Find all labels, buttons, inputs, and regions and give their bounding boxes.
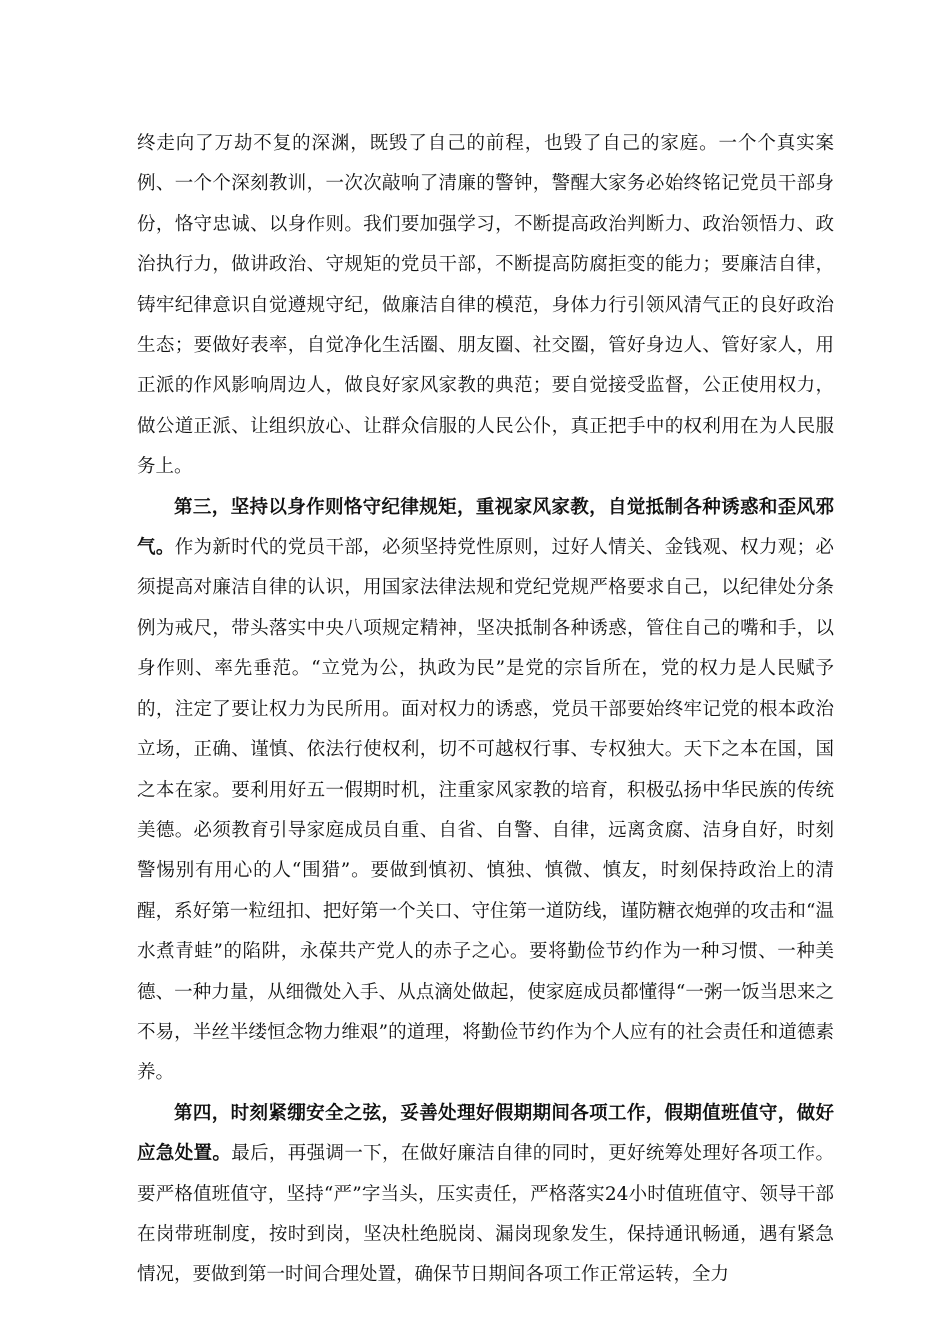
paragraph-point-four: [137, 1094, 834, 1296]
paragraph-continuation: [137, 124, 834, 488]
paragraph-text: 终走向了万劫不复的深渊，既毁了自己的前程，也毁了自己的家庭。一个个真实案例、一个个深刻教训，一次次敲响了清廉的警钟，警醒大家务必始终铭记党员干部身份，恪守忠诚、以身作则。我们要加强学习，不断提高政治判断力、政治领悟力、政治执行力，做讲政治、守规矩的党员干部，不断提高防腐拒变的能力；要廉洁自律，铸牢纪律意识自觉遵规守纪，做廉洁自律的模范，身体力行引领风清气正的良好政治生态；要做好表率，自觉净化生活圈、朋友圈、社交圈，管好身边人、管好家人，用正派的作风影响周边人，做良好家风家教的典范；要自觉接受监督，公正使用权力，做公道正派、让组织放心、让群众信服的人民公仆，真正把手中的权利用在为人民服务上。: [137, 133, 834, 478]
document-body: [137, 124, 834, 1296]
paragraph-heading: 第四，时刻紧绷安全之弦，妥善处理好假期期间各项工作，假期值班值守，做好应急处置。: [137, 1102, 834, 1165]
paragraph-text: 最后，再强调一下，在做好廉洁自律的同时，更好统筹处理好各项工作。要严格值班值守，坚持“严”字当头，压实责任，严格落实24小时值班值守、领导干部在岗带班制度，按时到岗，坚决杜绝脱岗、漏岗现象发生，保持通讯畅通，遇有紧急情况，要做到第一时间合理处置，确保节日期间各项工作正常运转，全力: [137, 1143, 834, 1286]
paragraph-text: 作为新时代的党员干部，必须坚持党性原则，过好人情关、金钱观、权力观；必须提高对廉洁自律的认识，用国家法律法规和党纪党规严格要求自己，以纪律处分条例为戒尺，带头落实中央八项规定精神，坚决抵制各种诱惑，管住自己的嘴和手，以身作则、率先垂范。“立党为公，执政为民”是党的宗旨所在，党的权力是人民赋予的，注定了要让权力为民所用。面对权力的诱惑，党员干部要始终牢记党的根本政治立场，正确、谨慎、依法行使权利，切不可越权行事、专权独大。天下之本在国，国之本在家。要利用好五一假期时机，注重家风家教的培育，积极弘扬中华民族的传统美德。必须教育引导家庭成员自重、自省、自警、自律，远离贪腐、洁身自好，时刻警惕别有用心的人“围猎”。要做到慎初、慎独、慎微、慎友，时刻保持政治上的清醒，系好第一粒纽扣、把好第一个关口、守住第一道防线，谨防糖衣炮弹的攻击和“温水煮青蛙”的陷阱，永葆共产党人的赤子之心。要将勤俭节约作为一种习惯、一种美德、一种力量，从细微处入手、从点滴处做起，使家庭成员都懂得“一粥一饭当思来之不易，半丝半缕恒念物力维艰”的道理，将勤俭节约作为个人应有的社会责任和道德素养。: [137, 537, 834, 1084]
paragraph-heading: 第三，坚持以身作则恪守纪律规矩，重视家风家教，自觉抵制各种诱惑和歪风邪气。: [137, 496, 834, 559]
paragraph-point-three: [137, 488, 834, 1094]
